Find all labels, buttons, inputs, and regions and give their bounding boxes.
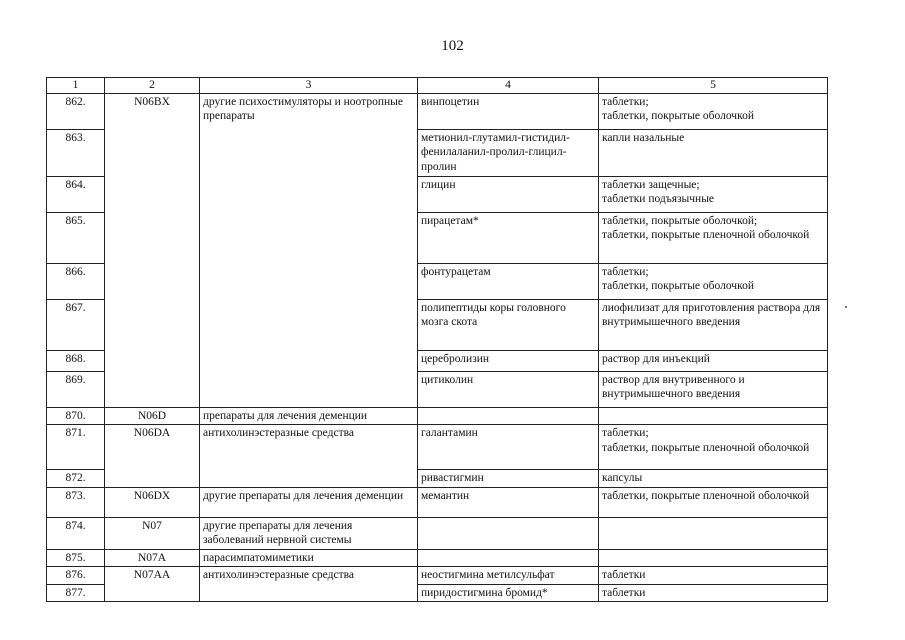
dosage-form-line: таблетки защечные; [602,178,700,191]
row-number-cell: 870. [47,407,105,425]
drug-name-cell: мемантин [418,487,599,517]
dosage-form-cell [599,549,828,567]
drug-name-cell [418,407,599,425]
page-number: 102 [441,38,464,54]
row-number-cell: 868. [47,350,105,371]
atc-code-cell: N06D [105,407,200,425]
atc-group-cell: другие препараты для лечения деменции [200,487,418,517]
dosage-form-line: таблетки подъязычные [602,193,715,205]
dosage-form-cell [599,470,828,488]
dosage-form-line: таблетки, покрытые оболочкой; [602,214,758,227]
table-row [47,567,828,585]
dosage-form-line: раствор для инъекций [602,352,710,365]
atc-code-cell: N06BX [105,93,200,407]
column-number: 2 [105,78,200,94]
dosage-form-cell [599,93,828,129]
atc-code-cell: N06DA [105,425,200,488]
atc-group-cell: антихолинэстеразные средства [200,425,418,488]
row-number-cell: 869. [47,371,105,407]
atc-group-cell: антихолинэстеразные средства [200,567,418,602]
drug-name-cell: полипептиды коры головного мозга скота [418,299,599,350]
drug-name-cell: глицин [418,176,599,212]
atc-code-cell: N07A [105,549,200,567]
dosage-form-cell [599,263,828,299]
table-row [47,425,828,470]
dosage-form-cell [599,425,828,470]
dosage-form-cell [599,350,828,371]
dosage-form-line: таблетки [602,586,646,599]
row-number-cell: 877. [47,584,105,602]
dosage-form-line: таблетки, покрытые пленочной оболочкой [602,489,810,502]
dosage-form-line: таблетки, покрытые оболочкой [602,110,754,122]
row-number-cell: 876. [47,567,105,585]
drug-name-cell: галантамин [418,425,599,470]
drug-name-cell: фонтурацетам [418,263,599,299]
drug-name-cell: пиридостигмина бромид* [418,584,599,602]
dosage-form-cell [599,487,828,517]
table-body [47,93,828,602]
table-row [47,407,828,425]
column-number: 1 [47,78,105,94]
dosage-form-cell [599,407,828,425]
row-number-cell: 872. [47,470,105,488]
dosage-form-line: таблетки; [602,265,649,278]
row-number-cell: 875. [47,549,105,567]
table-row [47,517,828,549]
dosage-form-cell [599,584,828,602]
dosage-form-cell [599,371,828,407]
row-number-cell: 874. [47,517,105,549]
column-number: 5 [599,78,828,94]
row-number-cell: 871. [47,425,105,470]
atc-code-cell: N07AA [105,567,200,602]
atc-group-cell: препараты для лечения деменции [200,407,418,425]
row-number-cell: 873. [47,487,105,517]
dosage-form-line: таблетки, покрытые оболочкой [602,280,754,292]
dosage-form-cell [599,299,828,350]
column-number: 4 [418,78,599,94]
dosage-form-line: раствор для внутривенного и внутримышечного введения [602,373,745,400]
row-number-cell: 866. [47,263,105,299]
atc-group-cell: парасимпатомиметики [200,549,418,567]
drug-register-table [46,77,828,602]
dosage-form-line: капсулы [602,472,643,484]
dosage-form-cell [599,212,828,263]
row-number-cell: 864. [47,176,105,212]
drug-name-cell: метионил-глутамил-гистидил-фенилаланил-пролил-глицил-пролин [418,129,599,176]
drug-name-cell: цитиколин [418,371,599,407]
atc-code-cell: N06DX [105,487,200,517]
table-row [47,549,828,567]
drug-name-cell [418,517,599,549]
dosage-form-cell [599,517,828,549]
drug-name-cell: винпоцетин [418,93,599,129]
dosage-form-line: лиофилизат для приготовления раствора для внутримышечного введения [602,301,821,328]
dosage-form-line: таблетки [602,569,646,581]
dosage-form-line: таблетки; [602,95,649,108]
dosage-form-cell [599,129,828,176]
drug-name-cell [418,549,599,567]
dosage-form-cell [599,176,828,212]
drug-name-cell: ривастигмин [418,470,599,488]
drug-name-cell: церебролизин [418,350,599,371]
atc-group-cell: другие препараты для лечения заболеваний нервной системы [200,517,418,549]
scan-speck [845,306,847,308]
column-number: 3 [200,78,418,94]
dosage-form-line: таблетки; [602,427,649,439]
drug-name-cell: пирацетам* [418,212,599,263]
table-row [47,487,828,517]
row-number-cell: 863. [47,129,105,176]
drug-name-cell: неостигмина метилсульфат [418,567,599,585]
row-number-cell: 867. [47,299,105,350]
table-row [47,93,828,129]
column-number-row [47,78,828,94]
atc-code-cell: N07 [105,517,200,549]
row-number-cell: 862. [47,93,105,129]
dosage-form-cell [599,567,828,585]
atc-group-cell: другие психостимуляторы и ноотропные препараты [200,93,418,407]
row-number-cell: 865. [47,212,105,263]
dosage-form-line: таблетки, покрытые пленочной оболочкой [602,441,810,454]
dosage-form-line: капли назальные [602,131,685,144]
dosage-form-line: таблетки, покрытые пленочной оболочкой [602,229,810,241]
